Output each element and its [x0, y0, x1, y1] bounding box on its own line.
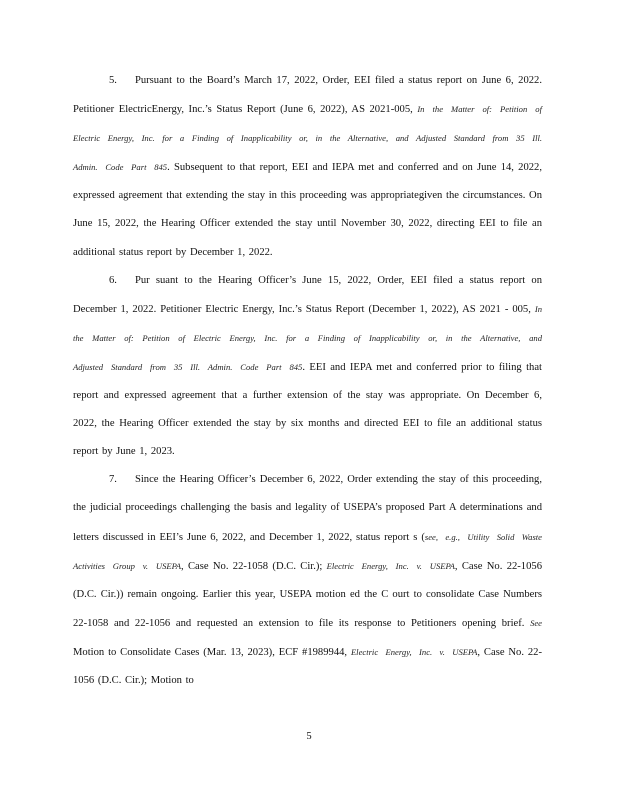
- paragraph-5: [73, 67, 542, 267]
- citation-text: See: [530, 617, 542, 628]
- paragraph-text: . Subsequent to that report, EEI and IEPA met and conferred and on June 14, 2022, expressed agreement that extending the stay in this proceeding was appropriategiven the circumstances. On June 15, 2022, the Hearing Officer extended the stay until November 30, 2022, directing EEI to file an additional status report by December 1, 2022.: [73, 162, 543, 258]
- paragraph-text: . EEI and IEPA met and conferred prior to filing that report and expressed agreement that a further extension of the stay was appropriate. On December 6, 2022, the Hearing Officer extended the stay by six months and directed EEI to file an additional status report by June 1, 2023.: [73, 361, 542, 458]
- citation-text: Electric Energy, Inc. v. USEPA: [350, 646, 478, 657]
- paragraph-6: [73, 267, 542, 467]
- paragraph-number: 5.: [109, 75, 117, 86]
- citation-text: see, e.g., Utility Solid Waste Activities Group v. USEPA: [73, 531, 542, 571]
- paragraph-number: 6.: [109, 274, 117, 286]
- paragraph-text: Motion to Consolidate Cases (Mar. 13, 2023), ECF #1989944,: [73, 646, 351, 658]
- citation-text: Electric Energy, Inc. v. USEPA: [326, 560, 455, 571]
- body-text: [73, 67, 542, 695]
- paragraph-text: Since the Hearing Officer’s December 6, 2022, Order extending the stay of this proceeding, the judicial proceedings challenging the basis and legality of USEPA’s proposed Part A determinations and letters discussed in EEI’s June 6, 2022, and December 1, 2022, status report s (: [73, 474, 542, 543]
- paragraph-text: Pur suant to the Hearing Officer’s June 15, 2022, Order, EEI filed a status report on December 1, 2022. Petitioner Electric Energy, Inc.’s Status Report (December 1, 2022), AS 2021 - 005,: [73, 274, 542, 315]
- citation-text: In the Matter of: Petition of Electric Energy, Inc. for a Finding of Inapplicability or, in the Alternative, and Adjusted Standard from 35 Ill. Admin. Code Part 845: [73, 303, 542, 372]
- paragraph-text: Pursuant to the Board’s March 17, 2022, Order, EEI filed a status report on June 6, 2022. Petitioner ElectricEnergy, Inc.’s Status Report (June 6, 2022), AS 2021-005,: [73, 75, 542, 116]
- paragraph-number: 7.: [109, 474, 117, 486]
- paragraph-7: [73, 466, 542, 695]
- page-number: 5: [306, 731, 312, 742]
- paragraph-text: , Case No. 22-1056 (D.C. Cir.)) remain ongoing. Earlier this year, USEPA motion ed the C ourt to consolidate Case Numbers 22-1058 and 22-1056 and requested an extension to file its response to Petitioners opening brief.: [73, 560, 542, 629]
- paragraph-text: , Case No. 22-1058 (D.C. Cir.);: [181, 560, 327, 572]
- citation-text: In the Matter of: Petition of Electric Energy, Inc. for a Finding of Inapplicability or, in the Alternative, and Adjusted Standard from 35 Ill. Admin. Code Part 845: [73, 104, 542, 173]
- paragraph-text: , Case No. 22-1056 (D.C. Cir.); Motion to: [73, 646, 542, 686]
